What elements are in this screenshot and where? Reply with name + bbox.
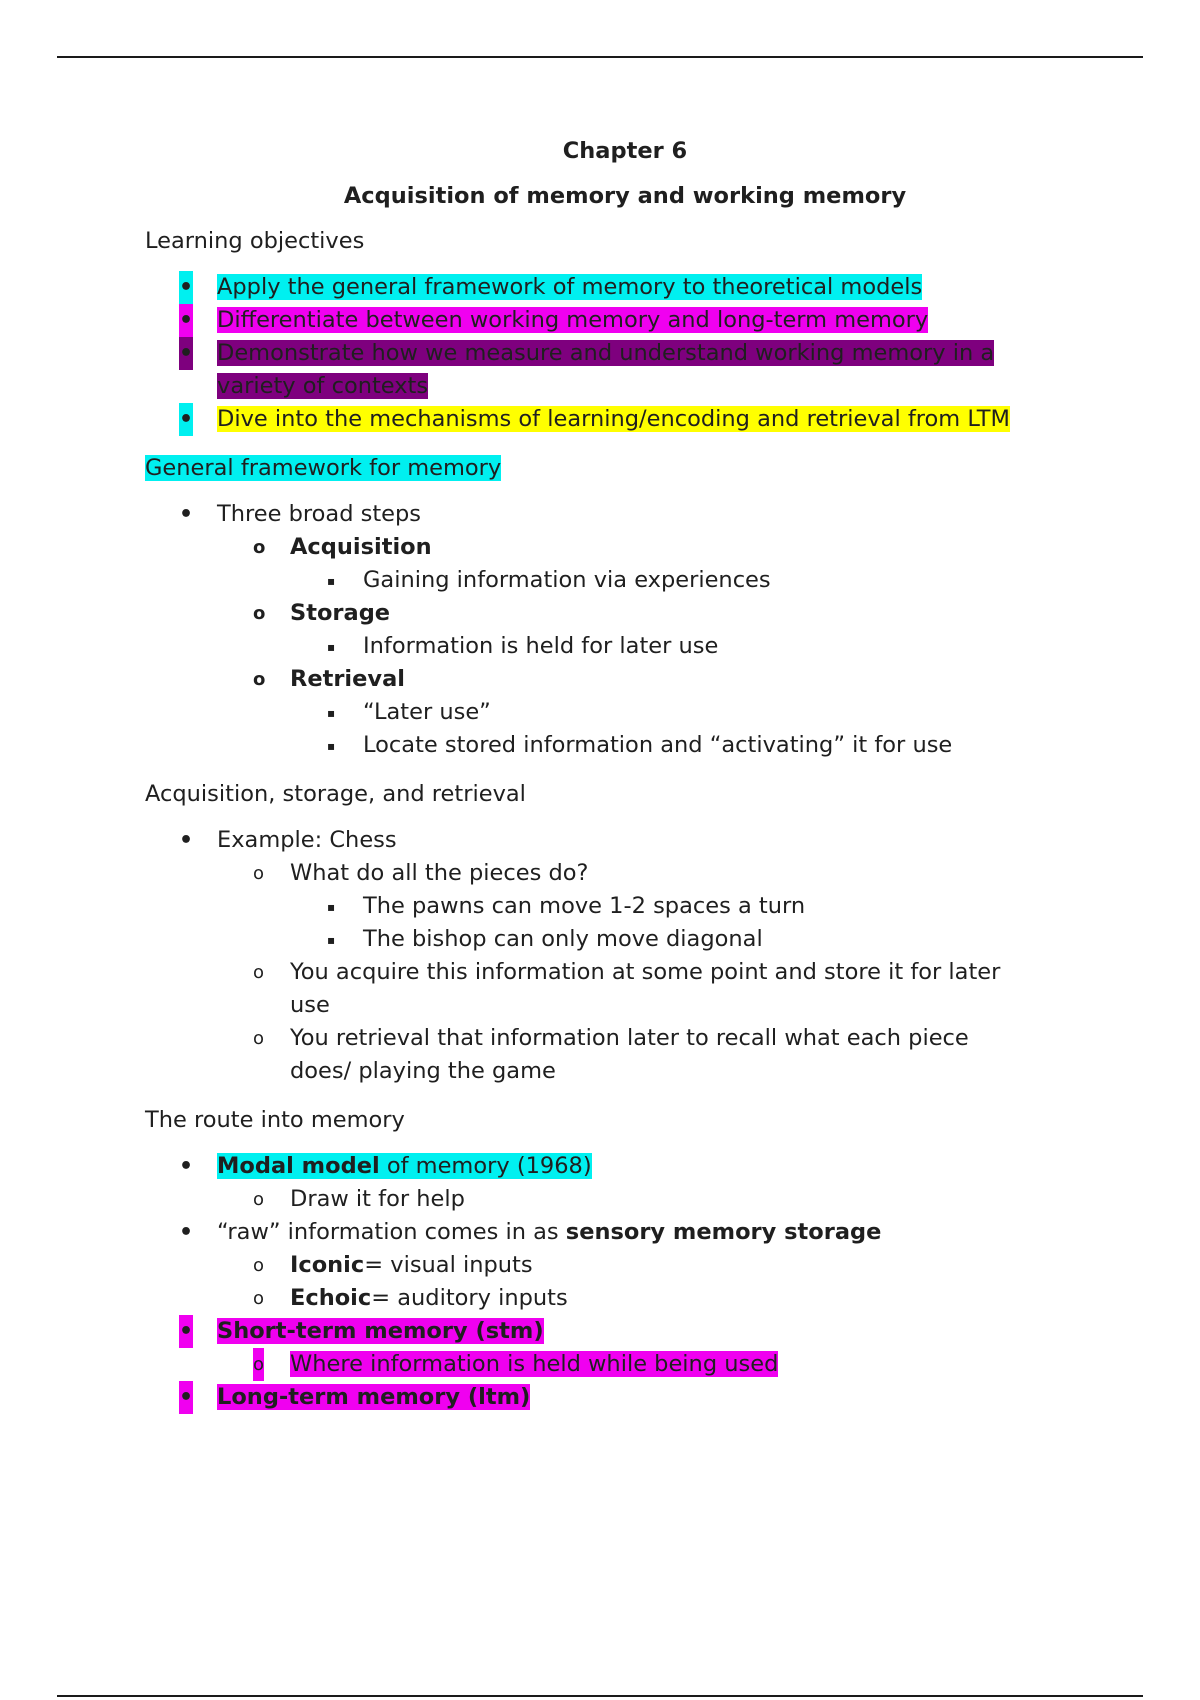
list-item: ▪ The pawns can move 1-2 spaces a turn (145, 890, 1105, 923)
circle-marker: o (253, 1255, 265, 1276)
chapter-subtitle: Acquisition of memory and working memory (343, 183, 907, 209)
circle-marker: o (253, 863, 265, 884)
bottom-rule (57, 1695, 1143, 1697)
objective-text: Differentiate between working memory and long-term memory (217, 307, 929, 333)
list-item: ▪ Information is held for later use (145, 630, 1105, 663)
framework-list (145, 498, 1105, 762)
circle-marker: o (253, 1348, 264, 1381)
list-item: • Modal model of memory (1968) (145, 1150, 1105, 1183)
learning-objectives-heading: Learning objectives (145, 228, 365, 254)
step-acquisition: o Acquisition (145, 531, 1105, 564)
list-item: ▪ Locate stored information and “activating” it for use (145, 729, 1105, 762)
circle-marker: o (253, 603, 266, 624)
circle-marker: o (253, 1028, 265, 1049)
square-marker: ▪ (327, 933, 336, 947)
framework-heading: General framework for memory (145, 455, 502, 481)
acquisition-heading: Acquisition, storage, and retrieval (145, 781, 526, 807)
bullet-marker: • (179, 1220, 194, 1245)
square-marker: ▪ (327, 640, 336, 654)
top-rule (57, 56, 1143, 58)
bullet-marker: • (179, 828, 194, 853)
learning-objectives-list (145, 271, 1105, 436)
circle-marker: o (253, 669, 266, 690)
circle-marker: o (253, 1189, 265, 1210)
list-item: o Echoic= auditory inputs (145, 1282, 1105, 1315)
list-item: • Long-term memory (ltm) (145, 1381, 1105, 1414)
objective-item (145, 304, 1105, 337)
objective-text: Apply the general framework of memory to theoretical models (217, 274, 923, 300)
square-marker: ▪ (327, 574, 336, 588)
document-body (145, 138, 1105, 1414)
list-item: o Draw it for help (145, 1183, 1105, 1216)
bullet-marker: • (179, 271, 193, 304)
step-storage: o Storage (145, 597, 1105, 630)
circle-marker: o (253, 1288, 265, 1309)
list-item: • “raw” information comes in as sensory memory storage (145, 1216, 1105, 1249)
circle-marker: o (253, 537, 266, 558)
list-item: ▪ Gaining information via experiences (145, 564, 1105, 597)
acquisition-list (145, 824, 1105, 1088)
list-item: o What do all the pieces do? (145, 857, 1105, 890)
list-item: o Where information is held while being used (145, 1348, 1105, 1381)
bullet-marker: • (179, 1381, 193, 1414)
route-heading: The route into memory (145, 1107, 405, 1133)
square-marker: ▪ (327, 739, 336, 753)
objective-item (145, 337, 1105, 403)
list-item: ▪ “Later use” (145, 696, 1105, 729)
bullet-marker: • (179, 1315, 193, 1348)
objective-text-continued: variety of contexts (217, 373, 429, 399)
circle-marker: o (253, 962, 265, 983)
list-item: o Iconic= visual inputs (145, 1249, 1105, 1282)
bullet-marker: • (179, 403, 193, 436)
chapter-title: Chapter 6 (562, 138, 688, 164)
objective-item (145, 403, 1105, 436)
objective-item (145, 271, 1105, 304)
route-list (145, 1150, 1105, 1414)
list-item: o You acquire this information at some point and store it for later use (145, 956, 1105, 1022)
square-marker: ▪ (327, 706, 336, 720)
list-item: • Short-term memory (stm) (145, 1315, 1105, 1348)
list-item: o You retrieval that information later to recall what each piece does/ playing the game (145, 1022, 1105, 1088)
bullet-marker: • (179, 304, 193, 337)
bullet-marker: • (179, 337, 193, 370)
step-retrieval: o Retrieval (145, 663, 1105, 696)
objective-text: Demonstrate how we measure and understand working memory in a (217, 340, 995, 366)
bullet-marker: • (179, 1154, 194, 1179)
list-item: ▪ The bishop can only move diagonal (145, 923, 1105, 956)
bullet-marker: • (179, 502, 194, 527)
list-item: • Example: Chess (145, 824, 1105, 857)
list-item: • Three broad steps (145, 498, 1105, 531)
objective-text: Dive into the mechanisms of learning/encoding and retrieval from LTM (217, 406, 1010, 432)
square-marker: ▪ (327, 900, 336, 914)
